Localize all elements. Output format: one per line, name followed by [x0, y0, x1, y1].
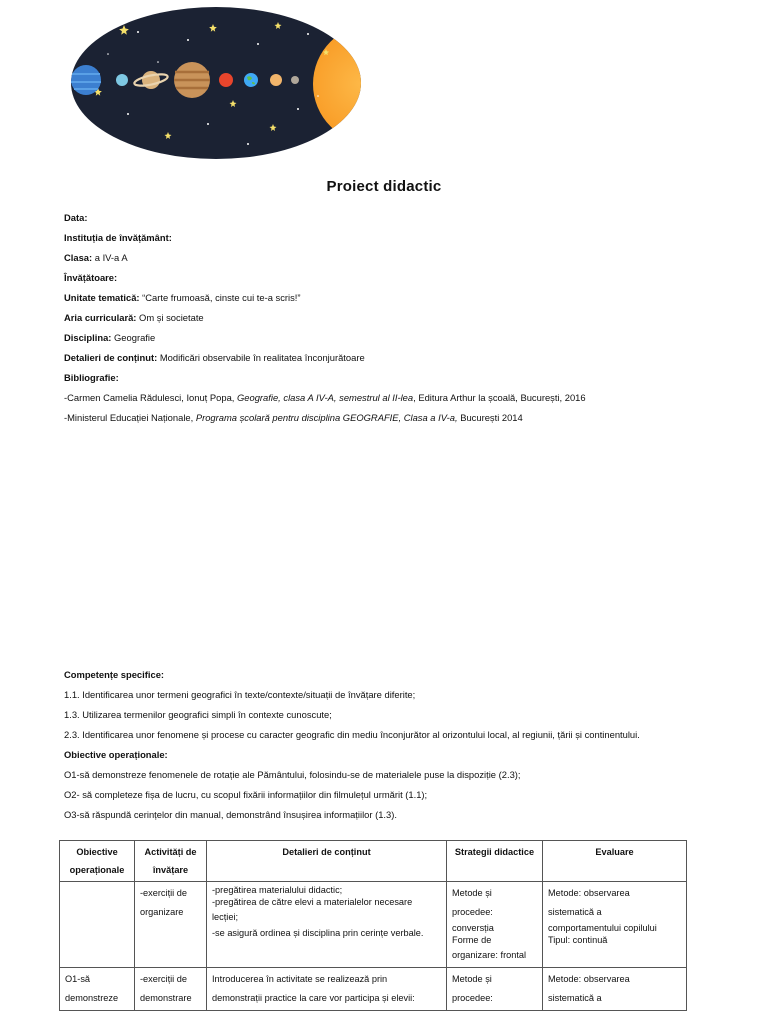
header-evaluation: Evaluare [543, 841, 687, 882]
mars-icon [219, 73, 233, 87]
objective-item: O2- să completeze fișa de lucru, cu scopul fixării informațiilor din filmulețul urmărit (1.1); [64, 789, 428, 800]
header-strategies: Strategii didactice [447, 841, 543, 882]
info-thematic-unit: Unitate tematică: “Carte frumoasă, cinste cui te-a scris!” [64, 292, 301, 303]
info-class: Clasa: a IV-a A [64, 252, 128, 263]
info-content-details: Detalieri de conținut: Modificări observabile în realitatea înconjurătoare [64, 352, 365, 363]
earth-icon [244, 73, 258, 87]
cell-activity: -exerciții de organizare [135, 882, 207, 968]
neptune-icon [71, 65, 101, 95]
header-activities: Activități de învățare [135, 841, 207, 882]
objective-item: O3-să răspundă cerințelor din manual, demonstrând însușirea informațiilor (1.3). [64, 809, 397, 820]
page-title: Proiect didactic [326, 178, 442, 195]
table-header-row [60, 841, 687, 882]
cell-content: -pregătirea materialului didactic; -pregătirea de către elevi a materialelor necesare lecției; -se asigură ordinea și disciplina prin cerințe verbale. [207, 882, 447, 968]
info-teacher: Învățătoare: [64, 272, 118, 283]
cell-evaluation: Metode: observarea sistematică a [543, 968, 687, 1011]
objective-item: O1-să demonstreze fenomenele de rotație ale Pământului, folosindu-se de materialele puse la dispoziție (2.3); [64, 769, 521, 780]
bibliography-item: -Carmen Camelia Rădulesci, Ionuț Popa, Geografie, clasa A IV-A, semestrul al II-lea, Editura Arthur la școală, București, 2016 [64, 392, 586, 403]
competence-item: 2.3. Identificarea unor fenomene și procese cu caracter geografic din mediu înconjurător al orizontului local, al regiunii, țării și continentului. [64, 729, 640, 740]
solar-system-illustration [68, 4, 364, 162]
competence-item: 1.1. Identificarea unor termeni geografici în texte/contexte/situații de învățare diferite; [64, 689, 416, 700]
mercury-icon [291, 76, 299, 84]
cell-objective: O1-să demonstreze [60, 968, 135, 1011]
info-discipline: Disciplina: Geografie [64, 332, 156, 343]
cell-objective [60, 882, 135, 968]
objectives-heading: Obiective operaționale: [64, 749, 168, 760]
info-bibliography: Bibliografie: [64, 372, 119, 383]
bibliography-item: -Ministerul Educației Naționale, Programa școlară pentru disciplina GEOGRAFIE, Clasa a IV-a, București 2014 [64, 412, 523, 423]
cell-content: Introducerea în activitate se realizează prin demonstrații practice la care vor participa și elevii: [207, 968, 447, 1011]
cell-strategy: Metode și procedee: [447, 968, 543, 1011]
cell-strategy: Metode și procedee: conversția Forme de organizare: frontal [447, 882, 543, 968]
competence-item: 1.3. Utilizarea termenilor geografici simpli în contexte cunoscute; [64, 709, 332, 720]
competences-heading: Competențe specifice: [64, 669, 165, 680]
header-content-details: Detalieri de conținut [207, 841, 447, 882]
venus-icon [270, 74, 282, 86]
table-row [60, 882, 687, 968]
lesson-plan-table [59, 840, 687, 1011]
cell-activity: -exerciții de demonstrare [135, 968, 207, 1011]
table-row [60, 968, 687, 1011]
info-institution: Instituția de învățământ: [64, 232, 172, 243]
header-objectives: Obiective operaționale [60, 841, 135, 882]
uranus-icon [116, 74, 128, 86]
info-curricular-area: Aria curriculară: Om și societate [64, 312, 204, 323]
info-date: Data: [64, 212, 88, 223]
cell-evaluation: Metode: observarea sistematică a comportamentului copilului Tipul: continuă [543, 882, 687, 968]
